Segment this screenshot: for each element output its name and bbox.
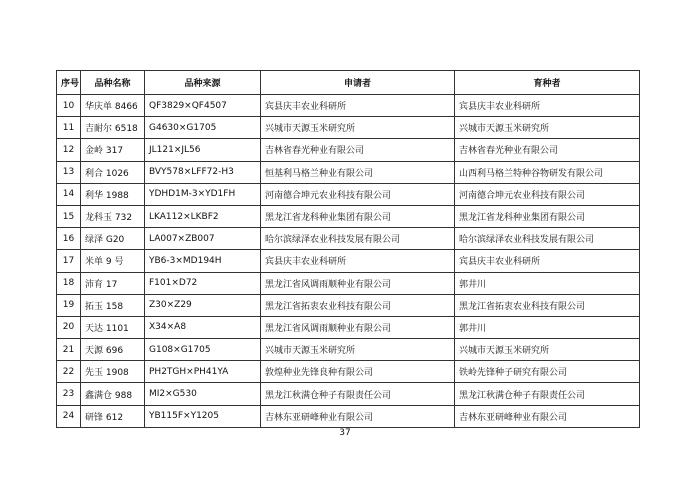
table-row [57, 339, 640, 361]
applicant-cell: 黑龙江省龙科种业集团有限公司 [261, 205, 455, 227]
page-number: 37 [339, 428, 351, 438]
table-row [57, 405, 640, 427]
table-row [57, 383, 640, 405]
variety-source-cell: G108×G1705 [145, 339, 261, 361]
applicant-cell: 兴城市天源玉米研究所 [261, 117, 455, 139]
variety-source-cell: YB115F×Y1205 [145, 405, 261, 427]
variety-name-cell: 先玉 1908 [81, 361, 145, 383]
variety-name-cell: 米单 9 号 [81, 250, 145, 272]
table-row [57, 361, 640, 383]
variety-name-cell: 沛育 17 [81, 272, 145, 294]
applicant-cell: 黑龙江省拓衷农业科技有限公司 [261, 294, 455, 316]
variety-name-cell: 龙科玉 732 [81, 205, 145, 227]
table-row [57, 183, 640, 205]
variety-table [56, 70, 640, 428]
variety-source-cell: JL121×JL56 [145, 139, 261, 161]
table-row [57, 139, 640, 161]
applicant-cell: 黑龙江省风调雨顺种业有限公司 [261, 316, 455, 338]
applicant-cell: 吉林东亚研峰种业有限公司 [261, 405, 455, 427]
breeder-cell: 兴城市天源玉米研究所 [455, 117, 640, 139]
breeder-cell: 哈尔滨绿泽农业科技发展有限公司 [455, 228, 640, 250]
row-number-cell: 16 [57, 228, 81, 250]
row-number-cell: 24 [57, 405, 81, 427]
table-row [57, 95, 640, 117]
variety-source-cell: YDHD1M-3×YD1FH [145, 183, 261, 205]
row-number-cell: 15 [57, 205, 81, 227]
variety-source-cell: Z30×Z29 [145, 294, 261, 316]
breeder-cell: 黑龙江秋满仓种子有限责任公司 [455, 383, 640, 405]
breeder-cell: 宾县庆丰农业科研所 [455, 95, 640, 117]
applicant-cell: 黑龙江秋满仓种子有限责任公司 [261, 383, 455, 405]
row-number-cell: 10 [57, 95, 81, 117]
variety-name-cell: 华庆单 8466 [81, 95, 145, 117]
variety-name-cell: 绿泽 G20 [81, 228, 145, 250]
applicant-cell: 宾县庆丰农业科研所 [261, 250, 455, 272]
row-number-cell: 20 [57, 316, 81, 338]
variety-source-cell: X34×A8 [145, 316, 261, 338]
applicant-cell: 兴城市天源玉米研究所 [261, 339, 455, 361]
table-row [57, 294, 640, 316]
row-number-cell: 22 [57, 361, 81, 383]
variety-name-cell: 金岭 317 [81, 139, 145, 161]
row-number-cell: 23 [57, 383, 81, 405]
row-number-cell: 18 [57, 272, 81, 294]
table-row [57, 272, 640, 294]
variety-name-cell: 利合 1026 [81, 161, 145, 183]
applicant-cell: 哈尔滨绿泽农业科技发展有限公司 [261, 228, 455, 250]
variety-source-cell: LA007×ZB007 [145, 228, 261, 250]
breeder-cell: 山西利马格兰特种谷物研发有限公司 [455, 161, 640, 183]
variety-source-cell: PH2TGH×PH41YA [145, 361, 261, 383]
breeder-cell: 宾县庆丰农业科研所 [455, 250, 640, 272]
header-breeder: 育种者 [455, 71, 640, 95]
variety-source-cell: QF3829×QF4507 [145, 95, 261, 117]
variety-name-cell: 利华 1988 [81, 183, 145, 205]
applicant-cell: 吉林省春光种业有限公司 [261, 139, 455, 161]
variety-name-cell: 天达 1101 [81, 316, 145, 338]
row-number-cell: 12 [57, 139, 81, 161]
breeder-cell: 黑龙江省龙科种业集团有限公司 [455, 205, 640, 227]
breeder-cell: 吉林省春光种业有限公司 [455, 139, 640, 161]
applicant-cell: 恒基利马格兰种业有限公司 [261, 161, 455, 183]
table-row [57, 228, 640, 250]
row-number-cell: 11 [57, 117, 81, 139]
variety-source-cell: MI2×G530 [145, 383, 261, 405]
table-row [57, 316, 640, 338]
applicant-cell: 敦煌种业先锋良种有限公司 [261, 361, 455, 383]
row-number-cell: 21 [57, 339, 81, 361]
table-row [57, 117, 640, 139]
row-number-cell: 17 [57, 250, 81, 272]
table-row [57, 205, 640, 227]
variety-source-cell: LKA112×LKBF2 [145, 205, 261, 227]
header-name: 品种名称 [81, 71, 145, 95]
variety-name-cell: 天源 696 [81, 339, 145, 361]
breeder-cell: 吉林东亚研峰种业有限公司 [455, 405, 640, 427]
breeder-cell: 黑龙江省拓衷农业科技有限公司 [455, 294, 640, 316]
table-body [57, 95, 640, 428]
breeder-cell: 铁岭先锋种子研究有限公司 [455, 361, 640, 383]
variety-name-cell: 研锋 612 [81, 405, 145, 427]
table-row [57, 250, 640, 272]
row-number-cell: 13 [57, 161, 81, 183]
row-number-cell: 14 [57, 183, 81, 205]
variety-source-cell: BVY578×LFF72-H3 [145, 161, 261, 183]
header-applicant: 申请者 [261, 71, 455, 95]
breeder-cell: 兴城市天源玉米研究所 [455, 339, 640, 361]
header-source: 品种来源 [145, 71, 261, 95]
breeder-cell: 河南德合坤元农业科技有限公司 [455, 183, 640, 205]
applicant-cell: 宾县庆丰农业科研所 [261, 95, 455, 117]
table-header-row [57, 71, 640, 95]
breeder-cell: 郭井川 [455, 316, 640, 338]
variety-name-cell: 拓玉 158 [81, 294, 145, 316]
applicant-cell: 黑龙江省风调雨顺种业有限公司 [261, 272, 455, 294]
applicant-cell: 河南德合坤元农业科技有限公司 [261, 183, 455, 205]
row-number-cell: 19 [57, 294, 81, 316]
table-row [57, 161, 640, 183]
variety-source-cell: G4630×G1705 [145, 117, 261, 139]
variety-name-cell: 鑫满仓 988 [81, 383, 145, 405]
breeder-cell: 郭井川 [455, 272, 640, 294]
variety-name-cell: 吉耐尔 6518 [81, 117, 145, 139]
variety-source-cell: F101×D72 [145, 272, 261, 294]
variety-source-cell: YB6-3×MD194H [145, 250, 261, 272]
header-no: 序号 [57, 71, 81, 95]
